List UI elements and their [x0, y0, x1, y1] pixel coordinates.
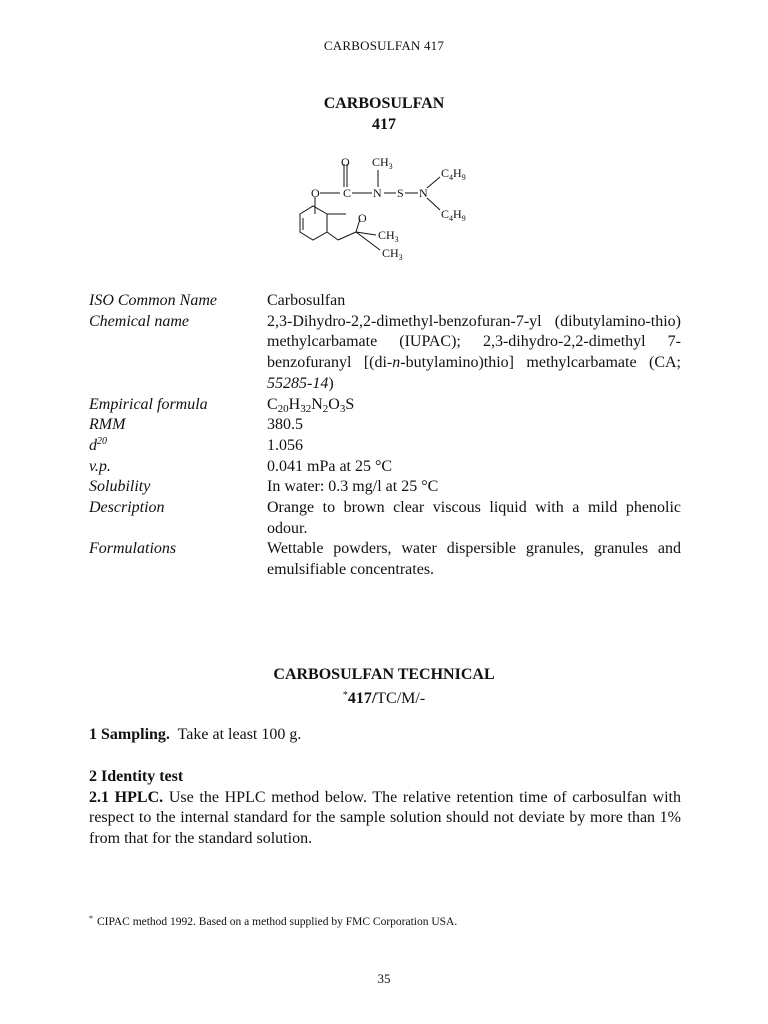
property-table: [89, 291, 681, 581]
property-value: 1.056: [267, 436, 303, 454]
property-label: ISO Common Name: [89, 292, 217, 309]
property-label: v.p.: [89, 457, 111, 475]
property-row: [89, 477, 681, 498]
technical-section-title: [0, 664, 768, 709]
compound-title: [0, 93, 768, 135]
property-value: 380.5: [267, 416, 303, 434]
property-row: [89, 291, 681, 312]
property-value: 0.041 mPa at 25 °C: [267, 457, 393, 475]
property-label: Formulations: [89, 540, 177, 558]
hplc-text: Use the HPLC method below. The relative retention time of carbosulfan with respect to the internal standard for the sample solution should not deviate by more than 1% from that for the standard solution.: [89, 788, 681, 848]
empirical-formula: $C_{20}H_{32}N_2O_3S$: [267, 395, 355, 415]
sampling-heading: 1 Sampling.: [89, 726, 170, 743]
property-row: [89, 312, 681, 395]
property-label: $d^{20}$: [89, 435, 107, 454]
property-value: Carbosulfan: [267, 292, 346, 309]
formula-o-carbonyl: O: [341, 155, 350, 169]
formula-s: S: [397, 186, 404, 200]
formula-ch3-a: $CH_3$: [378, 228, 399, 244]
structural-formula: [288, 152, 488, 270]
footnote: [89, 914, 457, 928]
property-value: 2,3-Dihydro-2,2-dimethyl-benzofuran-7-yl (dibutylamino-thio) methylcarbamate (IUPAC); 2,3-dihydro-2,2-dimethyl 7-benzofuranyl [(di-n-butylamino)thio] methylcarbamate (CA; 55285-14): [267, 312, 681, 392]
footnote-mark: *: [89, 914, 93, 923]
hplc-heading: 2.1 HPLC.: [89, 788, 164, 806]
property-label: RMM: [89, 416, 126, 434]
formula-o-ring: O: [358, 211, 367, 225]
formula-o-ester: O: [311, 186, 320, 200]
compound-number: 417: [372, 116, 396, 133]
property-row: [89, 415, 681, 436]
property-row: [89, 436, 681, 457]
property-label: Description: [89, 499, 165, 517]
property-value: In water: 0.3 mg/l at 25 °C: [267, 478, 439, 496]
property-row: [89, 457, 681, 478]
technical-title: CARBOSULFAN TECHNICAL: [273, 666, 495, 683]
sampling-text: Take at least 100 g.: [177, 726, 302, 743]
formula-ch3-b: $CH_3$: [382, 246, 403, 262]
identity-section: [89, 767, 681, 850]
property-row: [89, 395, 681, 416]
footnote-text: CIPAC method 1992. Based on a method supplied by FMC Corporation USA.: [97, 916, 458, 928]
sampling-paragraph: [89, 725, 681, 746]
property-label: Empirical formula: [89, 395, 208, 413]
formula-c: C: [343, 186, 352, 200]
formula-n: N: [373, 186, 382, 200]
property-value: Orange to brown clear viscous liquid with a mild phenolic odour.: [267, 499, 681, 537]
page-number: 35: [377, 971, 391, 986]
formula-n2: N: [419, 186, 428, 200]
identity-heading: 2 Identity test: [89, 768, 184, 785]
technical-code: *417/TC/M/-: [342, 690, 426, 707]
property-label: Solubility: [89, 478, 151, 496]
property-row: [89, 498, 681, 539]
property-label: Chemical name: [89, 312, 189, 330]
formula-c4h9-bottom: $C_4H_9$: [441, 207, 466, 223]
formula-ch3-n: $CH_3$: [372, 155, 393, 171]
formula-c4h9-top: $C_4H_9$: [441, 166, 466, 182]
running-header: CARBOSULFAN 417: [323, 38, 445, 53]
property-value: Wettable powders, water dispersible granules, granules and emulsifiable concentrates.: [267, 540, 681, 579]
property-row: [89, 539, 681, 580]
compound-name: CARBOSULFAN: [323, 95, 445, 112]
